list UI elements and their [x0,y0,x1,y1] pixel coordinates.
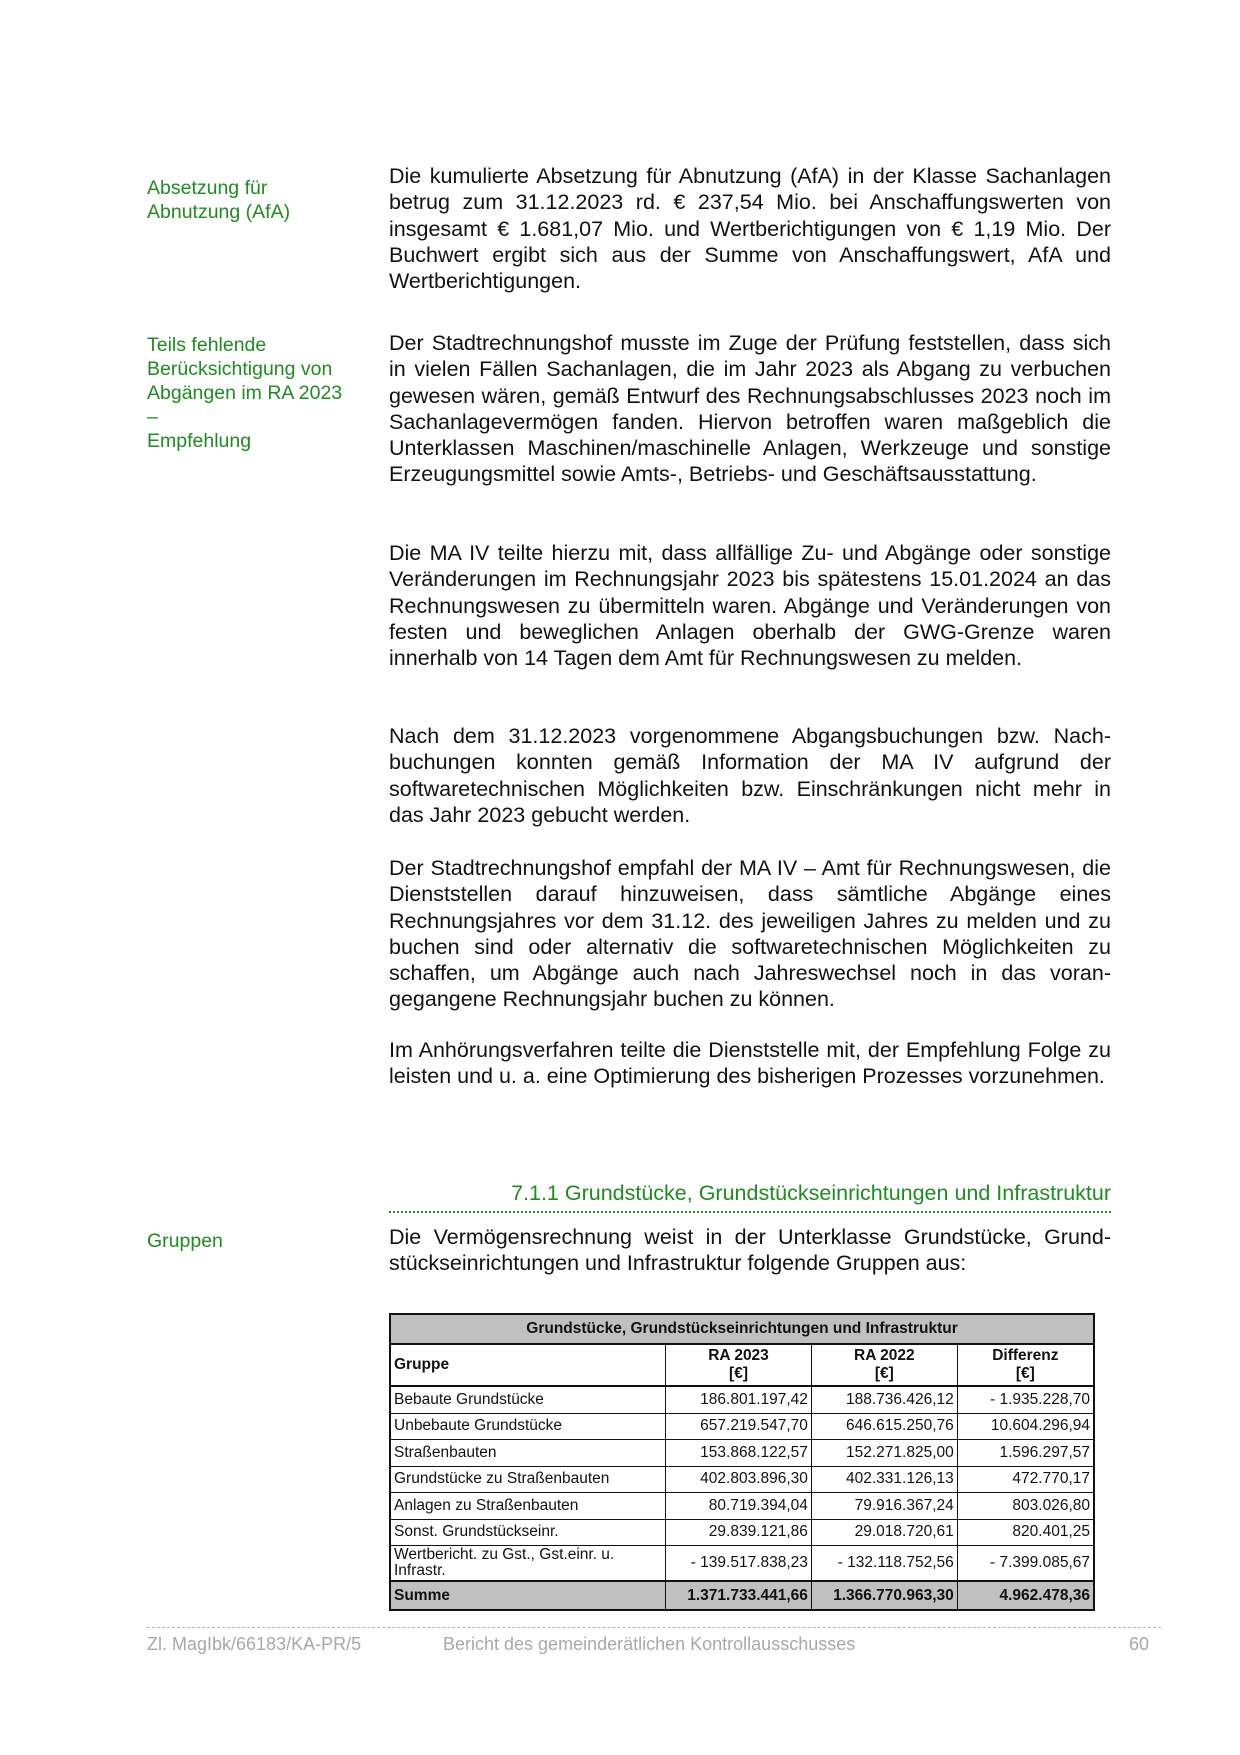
cell-ra2023: 402.803.896,30 [666,1466,812,1493]
cell-gruppe: Summe [390,1581,666,1610]
table-row [390,1440,1094,1467]
cell-ra2022: 29.018.720,61 [811,1519,957,1546]
section-heading: 7.1.1 Grundstücke, Grundstückseinrichtungen und Infrastruktur [511,1181,1111,1205]
cell-ra2023: 1.371.733.441,66 [666,1581,812,1610]
cell-differenz: 472.770,17 [957,1466,1094,1493]
cell-differenz: - 7.399.085,67 [957,1546,1094,1582]
header-gruppe: Gruppe [390,1344,666,1386]
header-ra2023-label: RA 2023 [708,1347,769,1364]
table-header-row [390,1344,1094,1386]
paragraph-ma-iv-statement: Die MA IV teilte hierzu mit, dass allfällige Zu- und Abgänge oder sonstige Veränderungen im Rechnungsjahr 2023 bis spätestens 15.01.2024 an das Rechnungswesen zu übermitteln waren. Abgänge und Veränderungen von festen und beweglichen Anlagen oberhalb der GWG-Grenze waren innerhalb von 14 Tagen dem Amt für Rechnungswesen zu melden. [389,541,1111,671]
cell-gruppe: Grundstücke zu Straßenbauten [390,1466,666,1493]
cell-gruppe: Anlagen zu Straßenbauten [390,1493,666,1520]
grundstuecke-table [389,1313,1095,1611]
cell-ra2023: 80.719.394,04 [666,1493,812,1520]
cell-differenz: 803.026,80 [957,1493,1094,1520]
cell-ra2022: 646.615.250,76 [811,1413,957,1440]
cell-gruppe: Sonst. Grundstückseinr. [390,1519,666,1546]
paragraph-afa: Die kumulierte Absetzung für Abnutzung (AfA) in der Klasse Sachanlagen betrug zum 31.12.2023 rd. € 237,54 Mio. bei Anschaffungswerten von insgesamt € 1.681,07 Mio. und Wertberichtigungen von € 1,19 Mio. Der Buchwert ergibt sich aus der Summe von Anschaffungswert, AfA und Wertberichtigungen. [389,164,1111,294]
table-sum-row [390,1581,1094,1610]
cell-ra2022: 402.331.126,13 [811,1466,957,1493]
cell-differenz: 1.596.297,57 [957,1440,1094,1467]
header-ra2022-label: RA 2022 [854,1347,915,1364]
table-row [390,1386,1094,1413]
table-caption: Grundstücke, Grundstückseinrichtungen und Infrastruktur [390,1314,1094,1344]
margin-note-line: Berücksichtigung von [147,358,333,380]
cell-ra2023: 29.839.121,86 [666,1519,812,1546]
header-differenz [957,1344,1094,1386]
header-ra2023 [666,1344,812,1386]
header-ra2023-unit: [€] [729,1365,748,1382]
cell-ra2023: 186.801.197,42 [666,1386,812,1413]
margin-note-afa: Absetzung für Abnutzung (AfA) [147,177,291,223]
table-row [390,1466,1094,1493]
section-heading-rule [389,1211,1111,1213]
cell-ra2023: - 139.517.838,23 [666,1546,812,1582]
header-ra2022-unit: [€] [874,1365,894,1382]
cell-differenz: - 1.935.228,70 [957,1386,1094,1413]
cell-ra2022: 79.916.367,24 [811,1493,957,1520]
margin-note-line: – [147,406,158,428]
margin-note-line: Teils fehlende [147,334,267,356]
paragraph-empfehlung: Der Stadtrechnungshof empfahl der MA IV – Amt für Rechnungswesen, die Dienststellen darauf hinzuweisen, dass sämtliche Abgänge eines Rechnungsjahres vor dem 31.12. des jeweiligen Jahres zu melden und zu buchen sind oder alternativ die softwaretechnischen Möglichkeiten zu schaffen, um Abgänge auch nach Jahreswechsel noch in das vorangegangene Rechnungsjahr buchen zu können. [389,856,1111,1012]
footer-rule [147,1627,1161,1628]
cell-ra2022: 1.366.770.963,30 [811,1581,957,1610]
cell-differenz: 820.401,25 [957,1519,1094,1546]
cell-gruppe: Wertbericht. zu Gst., Gst.einr. u. Infrastr. [390,1546,666,1582]
margin-note-abgaenge [147,333,362,453]
table-row [390,1546,1094,1582]
footer-reference: Zl. MagIbk/66183/KA-PR/5 [147,1634,362,1654]
header-differenz-unit: [€] [1015,1365,1035,1382]
paragraph-abgaenge-finding: Der Stadtrechnungshof musste im Zuge der Prüfung feststellen, dass sich in vielen Fällen Sachanlagen, die im Jahr 2023 als Abgang zu verbuchen gewesen wären, gemäß Entwurf des Rechnungsabschlusses 2023 noch im Sachanlagevermögen fanden. Hiervon betroffen waren maßgeblich die Unterklassen Maschinen/maschinelle Anlagen, Werkzeuge und sonstige Erzeugungsmittel sowie Amts-, Betriebs- und Geschäftsausstattung. [389,331,1111,487]
cell-gruppe: Straßenbauten [390,1440,666,1467]
margin-note-line: Abgängen im RA 2023 [147,382,343,404]
cell-differenz: 4.962.478,36 [957,1581,1094,1610]
margin-note-line: Empfehlung [147,430,252,452]
header-differenz-label: Differenz [992,1347,1059,1364]
paragraph-gruppen-intro: Die Vermögensrechnung weist in der Unterklasse Grundstücke, Grundstückseinrichtungen und Infrastruktur folgende Gruppen aus: [389,1225,1111,1276]
page-number: 60 [1128,1634,1149,1654]
paragraph-anhoerung: Im Anhörungsverfahren teilte die Dienststelle mit, der Empfehlung Folge zu leisten und u. a. eine Optimierung des bisherigen Prozesses vorzunehmen. [389,1038,1111,1089]
cell-gruppe: Unbebaute Grundstücke [390,1413,666,1440]
table-row [390,1493,1094,1520]
table-row [390,1413,1094,1440]
table-row [390,1519,1094,1546]
cell-ra2022: 188.736.426,12 [811,1386,957,1413]
paragraph-nachbuchungen: Nach dem 31.12.2023 vorgenommene Abgangsbuchungen bzw. Nachbuchungen konnten gemäß Information der MA IV aufgrund der softwaretechnischen Möglichkeiten bzw. Einschränkungen nicht mehr in das Jahr 2023 gebucht werden. [389,724,1111,827]
margin-note-gruppen: Gruppen [147,1230,223,1252]
cell-ra2022: 152.271.825,00 [811,1440,957,1467]
cell-ra2023: 153.868.122,57 [666,1440,812,1467]
cell-gruppe: Bebaute Grundstücke [390,1386,666,1413]
cell-ra2023: 657.219.547,70 [666,1413,812,1440]
footer-title: Bericht des gemeinderätlichen Kontrollausschusses [443,1634,856,1654]
cell-differenz: 10.604.296,94 [957,1413,1094,1440]
header-ra2022 [811,1344,957,1386]
cell-ra2022: - 132.118.752,56 [811,1546,957,1582]
